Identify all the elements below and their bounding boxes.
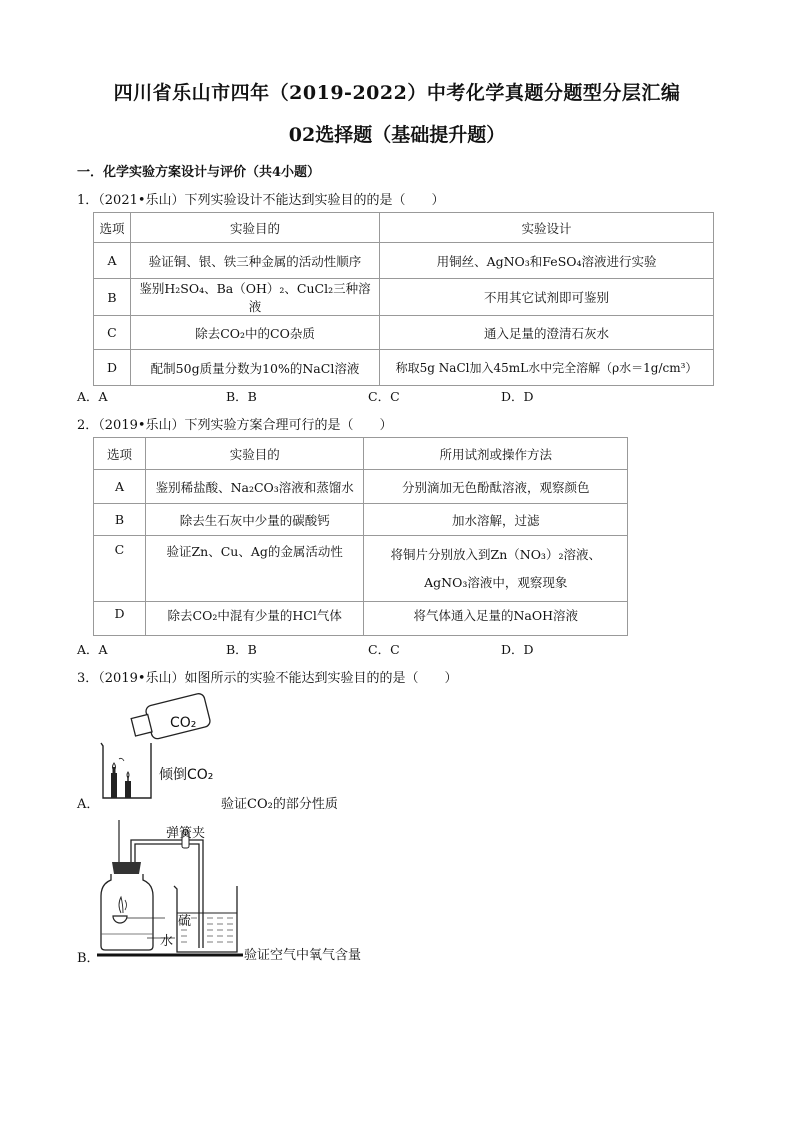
table-row <box>94 350 714 386</box>
method-cell: 分别滴加无色酚酞溶液，观察颜色 <box>364 470 628 504</box>
header-cell: 选项 <box>94 213 131 243</box>
method-cell: 将气体通入足量的NaOH溶液 <box>364 602 628 636</box>
table-row <box>94 602 628 636</box>
option-cell: A <box>94 243 131 279</box>
choice-b[interactable]: B．B <box>226 389 257 404</box>
sulfur-label: 硫 <box>178 914 192 929</box>
method-line-1: 将铜片分别放入到Zn（NO₃）₂溶液、 <box>390 546 601 562</box>
table-row <box>94 279 714 316</box>
co2-pouring-diagram <box>95 693 225 803</box>
purpose-cell: 鉴别稀盐酸、Na₂CO₃溶液和蒸馏水 <box>145 470 364 504</box>
choice-b[interactable]: B．B <box>226 642 257 657</box>
option-cell: A <box>94 470 146 504</box>
table-row <box>94 470 628 504</box>
table-header-row <box>94 213 714 243</box>
design-cell: 称取5g NaCl加入45mL水中完全溶解（ρ水＝1g/cm³） <box>380 350 714 386</box>
option-cell: B <box>94 279 131 316</box>
header-cell: 实验设计 <box>380 213 714 243</box>
question-3-stem: 3．（2019•乐山）如图所示的实验不能达到实验目的的是（ ） <box>77 671 458 686</box>
choice-a[interactable]: A．A <box>77 642 108 657</box>
choice-c[interactable]: C．C <box>368 389 400 404</box>
purpose-cell: 除去CO₂中混有少量的HCl气体 <box>145 602 364 636</box>
purpose-cell: 验证铜、银、铁三种金属的活动性顺序 <box>130 243 379 279</box>
method-line-2: AgNO₃溶液中，观察现象 <box>424 574 568 590</box>
option-cell: C <box>94 316 131 350</box>
choice-d[interactable]: D．D <box>501 389 534 404</box>
purpose-cell: 鉴别H₂SO₄、Ba（OH）₂、CuCl₂三种溶液 <box>130 279 379 316</box>
document-subtitle: 02选择题（基础提升题） <box>288 124 506 146</box>
section-heading: 一．化学实验方案设计与评价（共4小题） <box>77 165 321 180</box>
table-row <box>94 536 628 602</box>
water-label: 水 <box>160 934 174 949</box>
clamp-label: 弹簧夹 <box>166 826 206 841</box>
choice-a[interactable]: A．A <box>77 389 108 404</box>
document-title: 四川省乐山市四年（2019-2022）中考化学真题分题型分层汇编 <box>113 82 681 104</box>
question-2-stem: 2．（2019•乐山）下列实验方案合理可行的是（ ） <box>77 418 393 433</box>
option-a-caption: 验证CO₂的部分性质 <box>221 797 338 812</box>
option-cell: B <box>94 504 146 536</box>
option-cell: D <box>94 350 131 386</box>
table-row <box>94 316 714 350</box>
table-row <box>94 243 714 279</box>
option-b-letter[interactable]: B． <box>77 951 100 966</box>
option-b-caption: 验证空气中氧气含量 <box>244 948 362 963</box>
design-cell: 不用其它试剂即可鉴别 <box>380 279 714 316</box>
option-a-letter[interactable]: A． <box>77 797 100 812</box>
bottle-label: CO₂ <box>170 715 197 731</box>
design-cell: 用铜丝、AgNO₃和FeSO₄溶液进行实验 <box>380 243 714 279</box>
purpose-cell: 除去生石灰中少量的碳酸钙 <box>145 504 364 536</box>
question-1-stem: 1．（2021•乐山）下列实验设计不能达到实验目的的是（ ） <box>77 193 445 208</box>
choice-d[interactable]: D．D <box>501 642 534 657</box>
purpose-cell: 除去CO₂中的CO杂质 <box>130 316 379 350</box>
question-2-table <box>93 437 628 636</box>
question-1-table <box>93 212 714 386</box>
choice-c[interactable]: C．C <box>368 642 400 657</box>
method-cell: 加水溶解，过滤 <box>364 504 628 536</box>
header-cell: 选项 <box>94 438 146 470</box>
header-cell: 实验目的 <box>145 438 364 470</box>
design-cell: 通入足量的澄清石灰水 <box>380 316 714 350</box>
option-cell: D <box>94 602 146 636</box>
pour-label: 倾倒CO₂ <box>159 767 214 783</box>
purpose-cell: 配制50g质量分数为10%的NaCl溶液 <box>130 350 379 386</box>
header-cell: 实验目的 <box>130 213 379 243</box>
table-row <box>94 504 628 536</box>
method-cell <box>364 536 628 602</box>
table-header-row <box>94 438 628 470</box>
option-cell: C <box>94 536 146 602</box>
purpose-cell: 验证Zn、Cu、Ag的金属活动性 <box>145 536 364 602</box>
header-cell: 所用试剂或操作方法 <box>364 438 628 470</box>
